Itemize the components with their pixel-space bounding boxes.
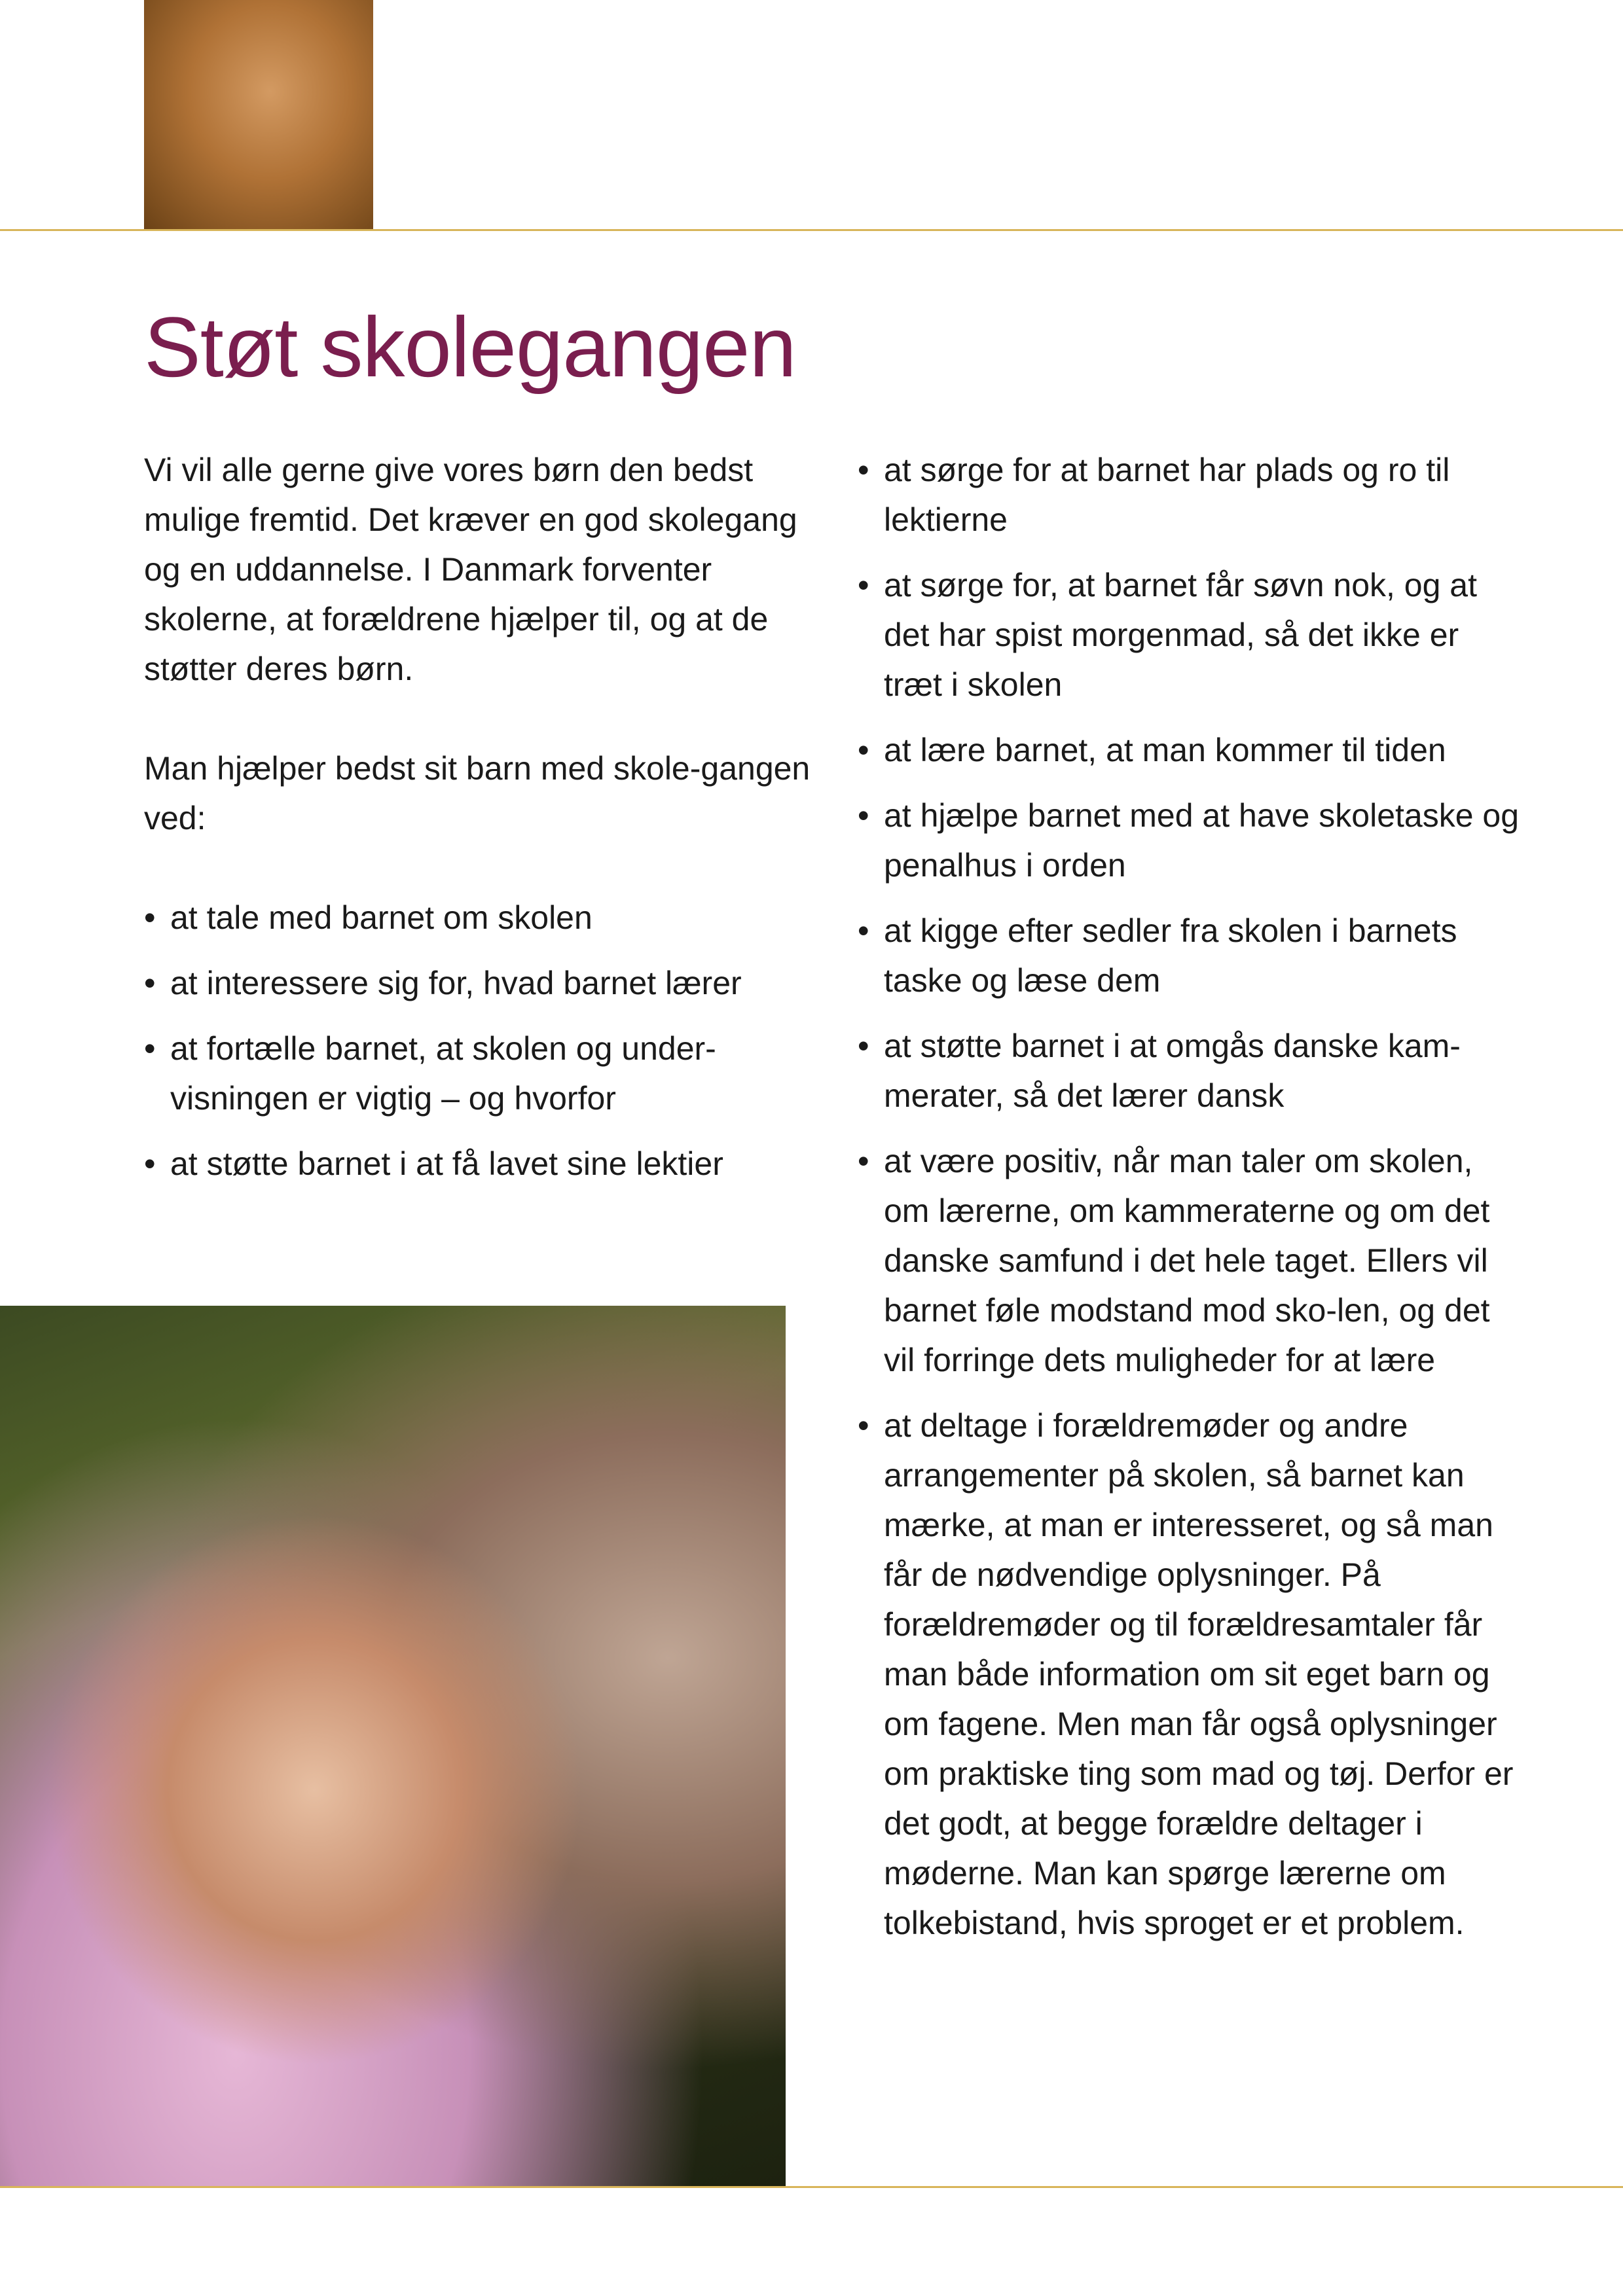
top-divider	[0, 229, 1623, 231]
bottom-divider	[0, 2186, 1623, 2188]
left-bullet-list	[144, 893, 812, 1189]
list-item: • at kigge efter sedler fra skolen i barnets taske og læse dem	[858, 906, 1525, 1005]
bullet-icon: •	[144, 1030, 156, 1067]
left-column	[144, 445, 812, 1204]
list-item: • at fortælle barnet, at skolen og under-visningen er vigtig – og hvorfor	[144, 1024, 812, 1123]
girl-and-grandparent-photo	[0, 1306, 786, 2186]
list-item: • at sørge for at barnet har plads og ro til lektierne	[858, 445, 1525, 545]
bullet-icon: •	[144, 1145, 156, 1182]
right-column	[858, 445, 1525, 1964]
bullet-icon: •	[858, 797, 869, 834]
list-item: • at sørge for, at barnet får søvn nok, og at det har spist morgenmad, så det ikke er træt i skolen	[858, 560, 1525, 709]
list-item: • at tale med barnet om skolen	[144, 893, 812, 942]
bullet-icon: •	[858, 567, 869, 603]
list-item: • at være positiv, når man taler om skolen, om lærerne, om kammeraterne og om det danske samfund i det hele taget. Ellers vil barnet føle modstand mod sko-len, og det vil forringe dets muligheder for at lære	[858, 1136, 1525, 1385]
bullet-icon: •	[858, 1028, 869, 1064]
bullet-icon: •	[858, 452, 869, 488]
right-bullet-list	[858, 445, 1525, 1948]
bullet-icon: •	[144, 965, 156, 1001]
intro-paragraph: Vi vil alle gerne give vores børn den bedst mulige fremtid. Det kræver en god skolegang og en uddannelse. I Danmark forventer skolerne, at forældrene hjælper til, og at de støtter deres børn.	[144, 452, 797, 687]
list-item: • at støtte barnet i at få lavet sine lektier	[144, 1139, 812, 1189]
bullet-icon: •	[858, 1407, 869, 1444]
intro-lead: Man hjælper bedst sit barn med skole-gangen ved:	[144, 750, 811, 836]
child-portrait-photo	[144, 0, 373, 229]
list-item: • at deltage i forældremøder og andre arrangementer på skolen, så barnet kan mærke, at man er interesseret, og så man får de nødvendige oplysninger. På forældremøder og til forældresamtaler får man både information om sit eget barn og om fagene. Men man får også oplysninger om praktiske ting som mad og tøj. Derfor er det godt, at begge forældre deltager i møderne. Man kan spørge lærerne om tolkebistand, hvis sproget er et problem.	[858, 1401, 1525, 1948]
list-item: • at hjælpe barnet med at have skoletaske og penalhus i orden	[858, 791, 1525, 890]
bullet-icon: •	[858, 732, 869, 768]
bullet-icon: •	[144, 899, 156, 936]
page-title: Støt skolegangen	[144, 299, 796, 395]
list-item: • at støtte barnet i at omgås danske kam-merater, så det lærer dansk	[858, 1021, 1525, 1121]
list-item: • at interessere sig for, hvad barnet lærer	[144, 958, 812, 1008]
bullet-icon: •	[858, 1143, 869, 1179]
bullet-icon: •	[858, 912, 869, 949]
list-item: • at lære barnet, at man kommer til tiden	[858, 725, 1525, 775]
